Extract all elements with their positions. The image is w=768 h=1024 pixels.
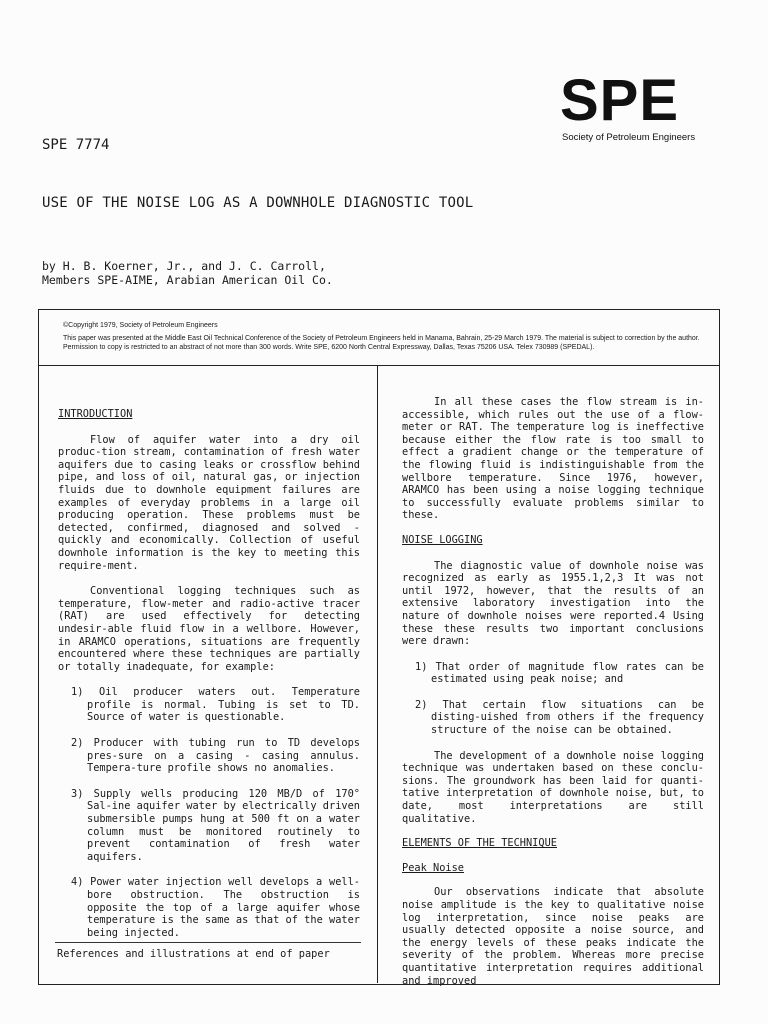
affiliation-line: Members SPE-AIME, Arabian American Oil Co.	[42, 273, 333, 287]
footer-rule	[55, 942, 361, 943]
spe-logo	[560, 68, 730, 143]
copyright-block	[63, 321, 703, 356]
subsection-heading-peak-noise: Peak Noise	[402, 861, 464, 874]
logo-org-name: Society of Petroleum Engineers	[562, 132, 696, 143]
right-column	[402, 396, 704, 987]
paragraph: Flow of aquifer water into a dry oil produc-tion stream, contamination of fresh water aquifers due to casing leaks or crossflow behind pipe, and loss of oil, natural gas, or injection fluids due to downhole equipment failures are examples of everyday problems in a large oil producing operation. These problems must be detected, confirmed, diagnosed and solved - quickly and economically. Collection of useful downhole information is the key to meeting this require-ment.	[58, 433, 360, 572]
list-item: 2) Producer with tubing run to TD develops pres-sure on a casing - casing annulus. Tempera-ture profile shows no anomalies.	[71, 737, 360, 775]
paper-title: USE OF THE NOISE LOG AS A DOWNHOLE DIAGNOSTIC TOOL	[42, 195, 474, 211]
list-item: 3) Supply wells producing 120 MB/D of 170° Sal-ine aquifer water by electrically driven submersible pumps hung at 500 ft on a water column must be monitored routinely to prevent contamination of fresh water aquifers.	[71, 787, 360, 863]
authors-line: by H. B. Koerner, Jr., and J. C. Carroll,	[42, 259, 326, 273]
paragraph: The development of a downhole noise logging technique was undertaken based on these conclu-sions. The groundwork has been laid for quanti-tative interpretation of downhole noise, but, to date, most interpretations are still qualitative.	[402, 749, 704, 825]
authors-block	[42, 259, 333, 287]
footer-note: References and illustrations at end of paper	[57, 948, 330, 960]
left-column	[58, 408, 360, 939]
list-item: 2) That certain flow situations can be disting-uished from others if the frequency structure of the noise can be obtained.	[415, 698, 704, 737]
list-item: 1) Oil producer waters out. Temperature profile is normal. Tubing is set to TD. Source of water is questionable.	[71, 686, 360, 724]
copyright-line: ©Copyright 1979, Society of Petroleum Engineers	[63, 322, 218, 329]
list-item: 1) That order of magnitude flow rates can be estimated using peak noise; and	[415, 660, 704, 686]
section-heading-introduction: INTRODUCTION	[58, 408, 133, 420]
paragraph: Conventional logging techniques such as temperature, flow-meter and radio-active tracer (RAT) are used effectively for detecting undesir-able fluid flow in a wellbore. However, in ARAMCO operations, situations are frequently encountered where these techniques are partially or totally inadequate, for example:	[58, 585, 360, 673]
paragraph: The diagnostic value of downhole noise was recognized as early as 1955.1,2,3 It was not until 1972, however, that the results of an extensive laboratory investigation into the nature of downhole noises were reported.4 Using these these results two important conclusions were drawn:	[402, 559, 704, 648]
paragraph: Our observations indicate that absolute noise amplitude is the key to qualitative noise log interpretation, since noise peaks are usually detected opposite a noise source, and the energy levels of these peaks indicate the severity of the problem. Whereas more precise quantitative interpretation requires additional and improved	[402, 886, 704, 987]
column-divider	[377, 366, 378, 983]
section-heading-elements: ELEMENTS OF THE TECHNIQUE	[402, 837, 557, 850]
paragraph: In all these cases the flow stream is in-accessible, which rules out the use of a flow-meter or RAT. The temperature log is ineffective because either the flow rate is too small to effect a gradient change or the temperature of the flowing fluid is indistinguishable from the wellbore temperature. Since 1976, however, ARAMCO has been using a noise logging technique to successfully evaluate problems similar to these.	[402, 396, 704, 522]
frame-divider-horizontal	[38, 365, 720, 366]
paper-number: SPE 7774	[42, 137, 110, 153]
copyright-notice: This paper was presented at the Middle East Oil Technical Conference of the Society of Petroleum Engineers held in Manama, Bahrain, 25-29 March 1979. The material is subject to correction by the author. Permission to copy is restricted to an abstract of not more than 300 words. Write SPE, 6200 North Central Expressway, Dallas, Texas 75206 USA. Telex 730989 (SPEDAL).	[63, 335, 700, 351]
section-heading-noise-logging: NOISE LOGGING	[402, 533, 483, 546]
list-item: 4) Power water injection well develops a well-bore obstruction. The obstruction is opposite the top of a large aquifer whose temperature is the same as that of the water being injected.	[71, 876, 360, 939]
logo-mark: SPE	[560, 68, 680, 133]
